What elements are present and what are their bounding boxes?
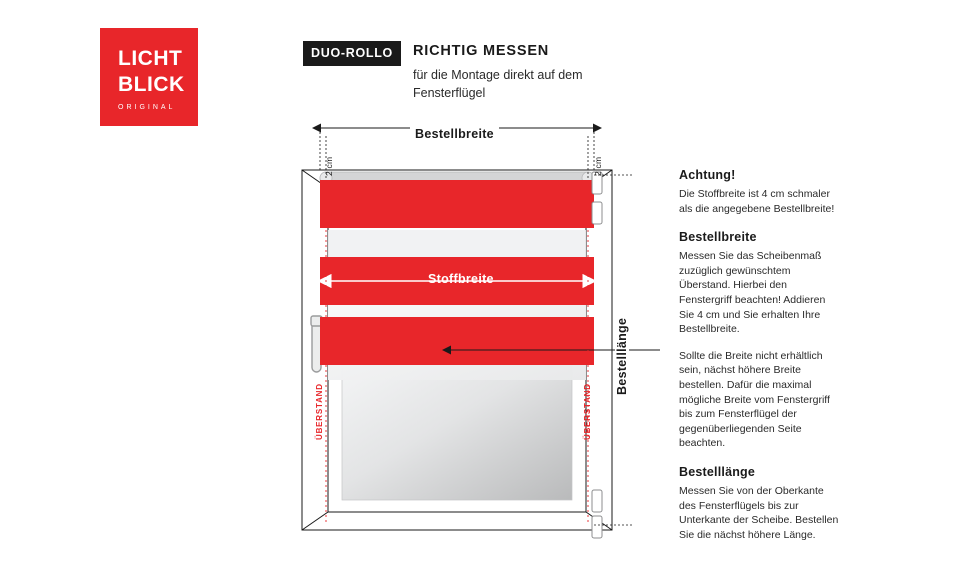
fabric-band-bottom — [320, 317, 594, 365]
note-body: Messen Sie von der Oberkante des Fensterflügels bis zur Unterkante der Scheibe. Bestellen Sie die nächst höhere Länge. — [679, 484, 839, 541]
note-body: Sollte die Breite nicht erhältlich sein, nächst höhere Breite bestellen. Dafür die maximal mögliche Breite vom Fenstergriff bis zum Fensterflügel der gegenüberliegenden Seite beachten. — [679, 349, 830, 450]
note-block-0 — [679, 168, 839, 216]
label-bestellbreite: Bestellbreite — [410, 127, 499, 141]
label-ueberstand-right: ÜBERSTAND — [583, 383, 592, 440]
label-ueberstand-left: ÜBERSTAND — [315, 383, 324, 440]
page-subtitle: für die Montage direkt auf dem Fensterflügel — [413, 68, 583, 100]
note-heading: Achtung! — [679, 168, 736, 182]
note-body: Messen Sie das Scheibenmaß zuzüglich gewünschtem Überstand. Hierbei den Fenstergriff beachten! Addieren Sie 4 cm und Sie erhalten Ihre Bestellbreite. — [679, 250, 826, 336]
product-type-badge: DUO-ROLLO — [303, 41, 401, 66]
window-diagram — [280, 110, 660, 550]
label-margin-right: 2 cm — [593, 156, 603, 176]
fabric-band-top — [320, 180, 594, 228]
label-margin-left: 2 cm — [324, 156, 334, 176]
page-title: RICHTIG MESSEN — [413, 43, 550, 59]
brand-line-1: LICHT — [118, 47, 183, 70]
notes-column — [679, 168, 839, 556]
brand-logo — [100, 28, 198, 126]
note-heading: Bestelllänge — [679, 464, 756, 479]
note-body: Die Stoffbreite ist 4 cm schmaler als die angegebene Bestellbreite! — [679, 188, 835, 215]
note-block-2 — [679, 349, 839, 451]
window-glass — [342, 360, 572, 500]
note-block-3 — [679, 465, 839, 542]
label-stoffbreite: Stoffbreite — [428, 272, 494, 286]
window-diagram-svg — [280, 110, 660, 550]
brand-line-2: BLICK — [118, 73, 185, 96]
note-block-1 — [679, 230, 839, 337]
label-bestelllaenge: Bestelllänge — [615, 313, 629, 400]
note-heading: Bestellbreite — [679, 230, 757, 245]
brand-line-3: ORIGINAL — [118, 104, 176, 111]
